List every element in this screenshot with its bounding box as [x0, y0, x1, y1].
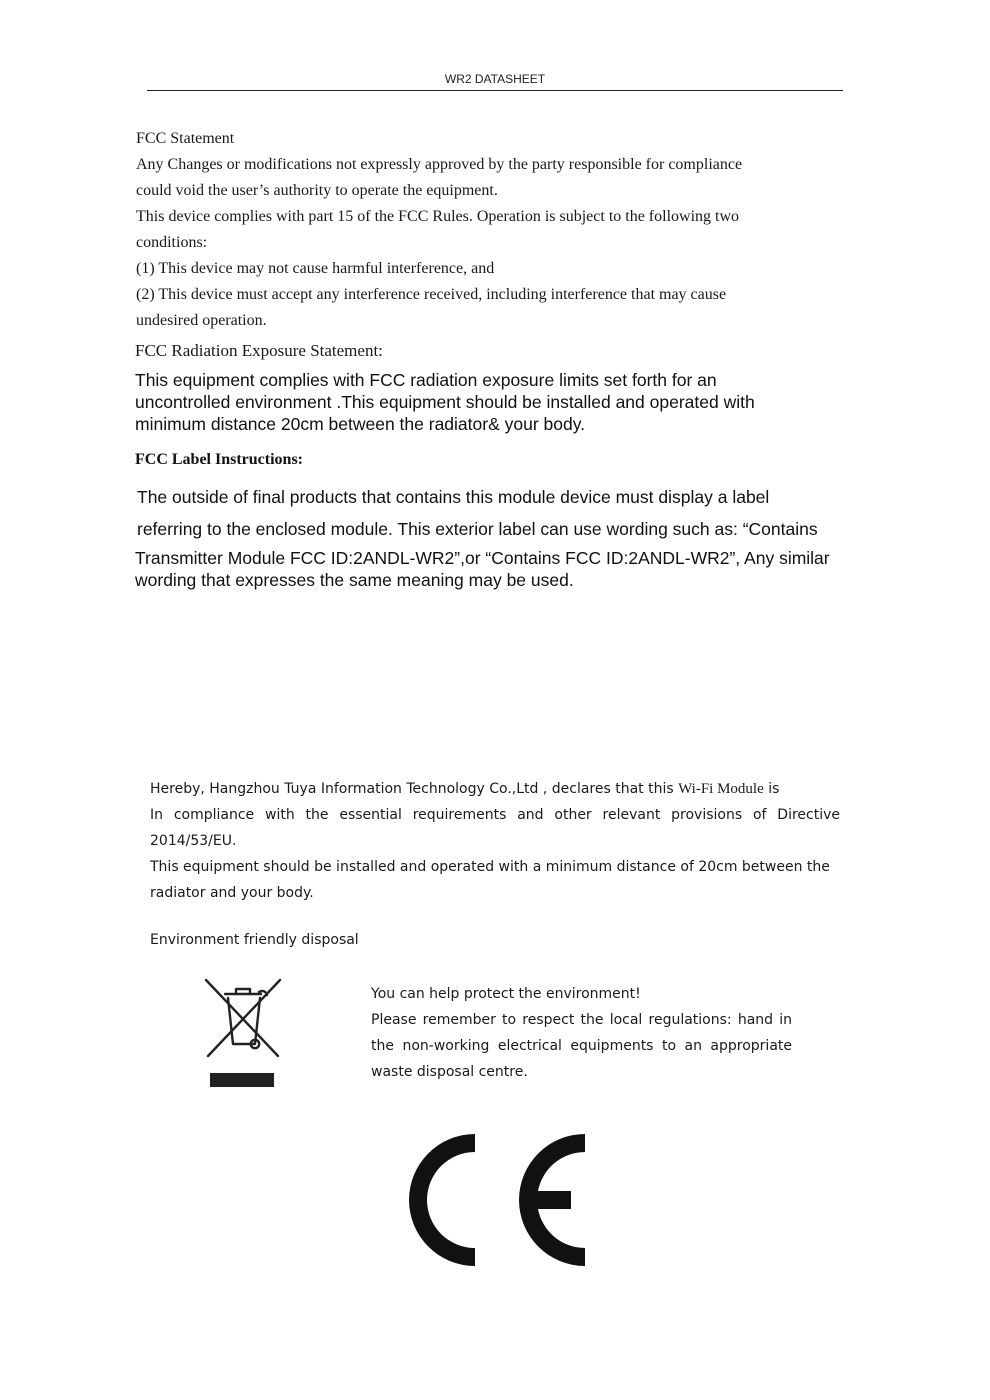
ce-declaration-text: Hereby, Hangzhou Tuya Information Technology Co.,Ltd , declares that this: [150, 781, 679, 797]
fcc-label-line: The outside of final products that contains this module device must display a label: [137, 487, 770, 507]
ce-mark-icon: [405, 1132, 587, 1268]
ce-declaration-section: [150, 776, 840, 906]
environment-line: waste disposal centre.: [371, 1064, 528, 1080]
environment-text: [371, 981, 792, 1085]
fcc-statement-line: undesired operation.: [136, 312, 267, 329]
ce-declaration-line: This equipment should be installed and operated with a minimum distance of 20cm between the: [150, 859, 830, 875]
radiation-line: This equipment complies with FCC radiation exposure limits set forth for an: [135, 370, 717, 390]
ce-declaration-line: [150, 776, 840, 802]
environment-title: Environment friendly disposal: [150, 932, 359, 948]
radiation-line: minimum distance 20cm between the radiator& your body.: [135, 414, 586, 434]
radiation-line: uncontrolled environment .This equipment should be installed and operated with: [135, 392, 755, 412]
fcc-statement-line: Any Changes or modifications not expressly approved by the party responsible for compliance: [136, 156, 743, 173]
fcc-label-title: FCC Label Instructions:: [135, 451, 304, 468]
radiation-exposure-title: FCC Radiation Exposure Statement:: [135, 341, 383, 360]
fcc-label-line: Transmitter Module FCC ID:2ANDL-WR2”,or “Contains FCC ID:2ANDL-WR2”, Any similar: [135, 548, 830, 568]
fcc-statement-line: could void the user’s authority to operate the equipment.: [136, 182, 498, 199]
fcc-label-line: referring to the enclosed module. This exterior label can use wording such as: “Contains: [137, 519, 818, 539]
radiation-exposure-body: [135, 369, 835, 435]
environment-headline: You can help protect the environment!: [371, 986, 641, 1002]
environment-line: Please remember to respect the local regulations: hand in: [371, 1012, 792, 1028]
ce-declaration-line: In compliance with the essential requirements and other relevant provisions of Directive: [150, 807, 840, 823]
fcc-label-line: wording that expresses the same meaning may be used.: [135, 570, 574, 590]
product-name: Wi-Fi Module: [678, 781, 764, 797]
fcc-statement-line: (1) This device may not cause harmful interference, and: [136, 260, 495, 277]
header-divider: [147, 90, 843, 91]
fcc-statement-section: [136, 126, 836, 334]
ce-declaration-text: is: [763, 781, 780, 797]
crossed-out-wheelie-bin-icon: [203, 976, 283, 1090]
fcc-statement-line: This device complies with part 15 of the FCC Rules. Operation is subject to the following two: [136, 208, 740, 225]
ce-declaration-line: radiator and your body.: [150, 885, 314, 901]
fcc-statement-title: FCC Statement: [136, 130, 235, 147]
environment-line: the non-working electrical equipments to an appropriate: [371, 1038, 792, 1054]
fcc-statement-line: (2) This device must accept any interference received, including interference that may cause: [136, 286, 727, 303]
fcc-statement-line: conditions:: [136, 234, 208, 251]
page-header-title: WR2 DATASHEET: [444, 72, 546, 86]
ce-declaration-line: 2014/53/EU.: [150, 833, 237, 849]
